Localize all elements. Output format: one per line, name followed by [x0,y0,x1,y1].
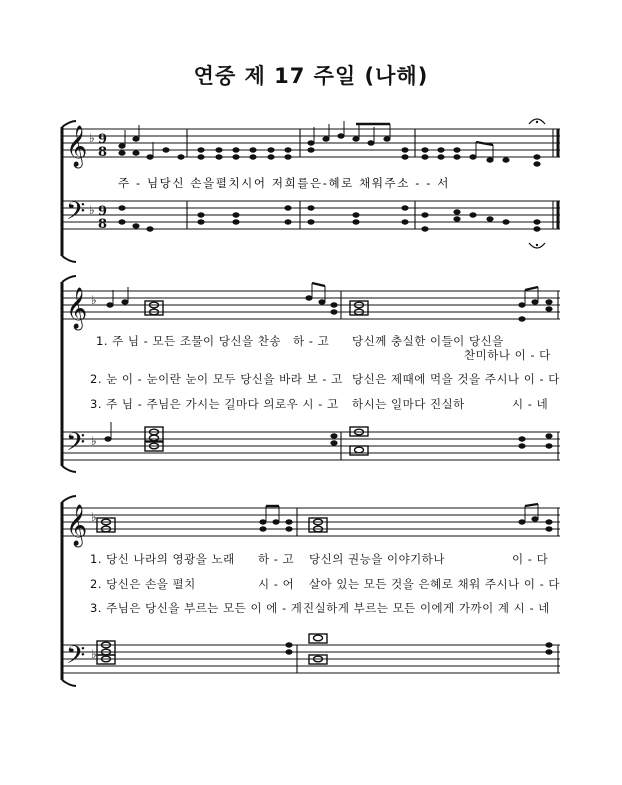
svg-text:♭: ♭ [91,434,97,448]
s3-verse2-a: 2. 당신은 손을 펼치 [90,577,196,591]
treble-clef-icon: 𝄞 [66,126,88,167]
s3-verse2-b: 시 - 어 [258,577,295,591]
treble-stems-1 [125,121,493,160]
svg-text:♭: ♭ [89,203,95,217]
s3-verse1-c: 당신의 권능을 이야기하나 [309,552,446,566]
s3-verse1-d: 이 - 다 [512,552,549,566]
svg-text:♭: ♭ [91,293,97,307]
svg-text:♭: ♭ [91,510,97,524]
svg-text:8: 8 [98,217,108,232]
s3-verse3-a: 3. 주님은 당신을 부르는 모든 이 에 - 게 [90,601,303,615]
s2-verse1-c: 당신께 충실한 이들이 당신을 [352,334,504,348]
system-1 [62,119,560,262]
svg-text:𝄢: 𝄢 [66,428,86,463]
svg-text:𝄢: 𝄢 [66,641,86,676]
bass-notes-1 [118,205,540,231]
s2-verse2-a: 2. 눈 이 - 눈이란 눈이 모두 당신을 바라 보 - 고 [90,372,343,386]
s3-verse1-b: 하 - 고 [258,552,295,566]
page-title: 연중 제 17 주일 (나해) [193,64,429,88]
svg-text:♭: ♭ [91,647,97,661]
s2-verse3-a: 3. 주 님 - 주님은 가시는 길마다 의로우 시 - 고 [90,397,339,411]
s2-verse2-b: 당신은 제때에 먹을 것을 주시나 이 - 다 [352,372,560,386]
svg-text:9: 9 [98,204,108,219]
svg-text:𝄞: 𝄞 [66,505,88,546]
s2-verse3-b: 하시는 일마다 진실하 [352,397,465,411]
svg-text:𝄞: 𝄞 [66,288,88,329]
s3-verse1-a: 1. 당신 나라의 영광을 노래 [90,552,235,566]
time-signature-bottom: 8 [98,145,108,160]
s2-verse3-c: 시 - 네 [512,397,549,411]
s3-verse3-b: 진실하게 부르는 모든 이에게 가까이 계 시 - 네 [303,601,550,615]
time-signature-top: 9 [98,132,108,147]
s2-verse1-d: 찬미하나 이 - 다 [464,348,551,362]
bass-clef-icon: 𝄢 [66,197,86,232]
s3-verse2-c: 살아 있는 모든 것을 은혜로 채워 주시나 이 - 다 [309,577,561,591]
flat-icon: ♭ [89,131,95,145]
s2-verse1-b: 하 - 고 [293,334,330,348]
s2-verse1-a: 1. 주 님 - 모든 조물이 당신을 찬송 [96,334,282,348]
section1-lyric: 주 - 님당신 손을펼치시어 저희를은-혜로 채워주소 - - 서 [118,176,450,190]
